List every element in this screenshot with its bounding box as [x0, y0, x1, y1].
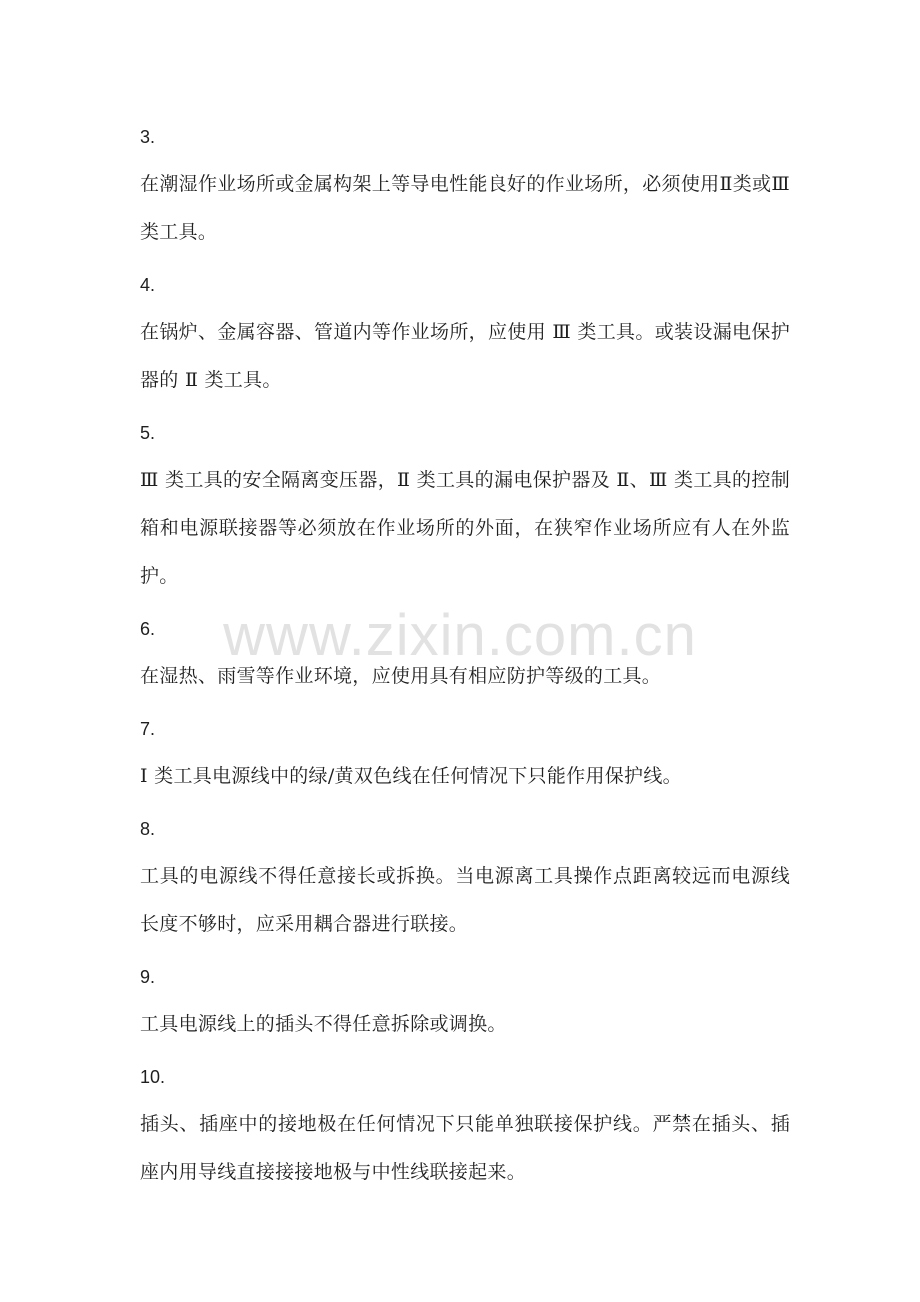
- list-item: [140, 812, 790, 948]
- list-item: [140, 612, 790, 700]
- item-text: 工具的电源线不得任意接长或拆换。当电源离工具操作点距离较远而电源线长度不够时，应采用耦合器进行联接。: [140, 865, 790, 935]
- item-text: 在湿热、雨雪等作业环境，应使用具有相应防护等级的工具。: [140, 665, 662, 687]
- item-number: 6.: [140, 619, 156, 639]
- list-item: [140, 416, 790, 600]
- item-text: 工具电源线上的插头不得任意拆除或调换。: [140, 1013, 507, 1035]
- item-text: 在潮湿作业场所或金属构架上等导电性能良好的作业场所，必须使用Ⅱ类或Ⅲ类工具。: [140, 173, 790, 243]
- item-number: 7.: [140, 719, 156, 739]
- list-item: [140, 268, 790, 404]
- list-item: [140, 712, 790, 800]
- item-number: 9.: [140, 967, 156, 987]
- item-number: 8.: [140, 819, 156, 839]
- list-item: [140, 120, 790, 256]
- item-number: 3.: [140, 127, 156, 147]
- item-text: 插头、插座中的接地极在任何情况下只能单独联接保护线。严禁在插头、插座内用导线直接接接地极与中性线联接起来。: [140, 1113, 790, 1183]
- watermark: www.zixin.com.cn: [223, 603, 697, 668]
- item-text: Ⅲ 类工具的安全隔离变压器，Ⅱ 类工具的漏电保护器及 Ⅱ、Ⅲ 类工具的控制箱和电源联接器等必须放在作业场所的外面，在狭窄作业场所应有人在外监护。: [140, 469, 790, 587]
- item-text: Ⅰ 类工具电源线中的绿/黄双色线在任何情况下只能作用保护线。: [140, 765, 682, 787]
- document-body: [140, 120, 790, 1208]
- item-number: 10.: [140, 1067, 166, 1087]
- item-number: 4.: [140, 275, 156, 295]
- list-item: [140, 960, 790, 1048]
- item-text: 在锅炉、金属容器、管道内等作业场所，应使用 Ⅲ 类工具。或装设漏电保护器的 Ⅱ 类工具。: [140, 321, 790, 391]
- list-item: [140, 1060, 790, 1196]
- item-number: 5.: [140, 423, 156, 443]
